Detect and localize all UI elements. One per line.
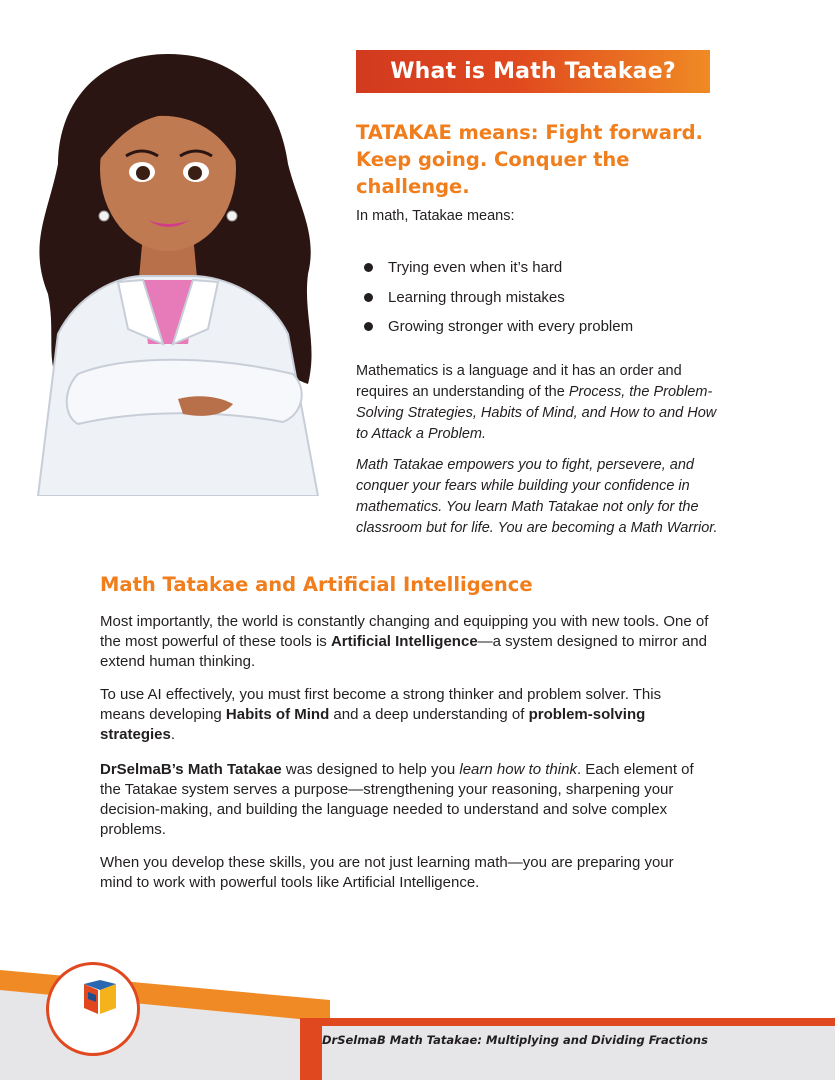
ai-paragraph-3: DrSelmaB’s Math Tatakae was designed to help you learn how to think. Each element of the Tatakae system serves a purpose—strengthening your reasoning, sharpening your decision-making, and building the language needed to understand and solve complex problems. [100,761,694,838]
brand-logo-icon [82,980,118,1016]
section-title: Math Tatakae and Artificial Intelligence [100,573,533,596]
tatakae-headline: TATAKAE means: Fight forward. Keep going. Conquer the challenge. [356,121,703,198]
list-item: Growing stronger with every problem [364,312,633,342]
footer-title: DrSelmaB Math Tatakae: Multiplying and Dividing Fractions [322,1033,708,1047]
title-banner [356,50,710,93]
empower-paragraph: Math Tatakae empowers you to fight, persevere, and conquer your fears while building your confidence in mathematics. You learn Math Tatakae not only for the classroom but for life. You are becoming a Math Warrior. [356,457,718,536]
ai-paragraph-4: When you develop these skills, you are not just learning math—you are preparing your mind to work with powerful tools like Artificial Intelligence. [100,854,674,891]
tatakae-bullet-list [364,253,633,342]
page-title: What is Math Tatakae? [390,59,676,84]
ai-paragraph-1: Most importantly, the world is constantly changing and equipping you with new tools. One of the most powerful of these tools is Artificial Intelligence—a system designed to mirror and extend human thinking. [100,613,709,670]
mathematics-paragraph: Mathematics is a language and it has an order and requires an understanding of the Process, the Problem-Solving Strategies, Habits of Mind, and How to and How to Attack a Problem. [356,363,717,442]
bullet-icon [364,293,373,302]
bullet-icon [364,322,373,331]
list-item: Learning through mistakes [364,283,633,313]
ai-paragraph-2: To use AI effectively, you must first become a strong thinker and problem solver. This means developing Habits of Mind and a deep understanding of problem-solving strategies. [100,686,662,743]
bullet-icon [364,263,373,272]
intro-text: In math, Tatakae means: [356,208,515,224]
teacher-illustration [18,44,348,496]
list-item: Trying even when it’s hard [364,253,633,283]
